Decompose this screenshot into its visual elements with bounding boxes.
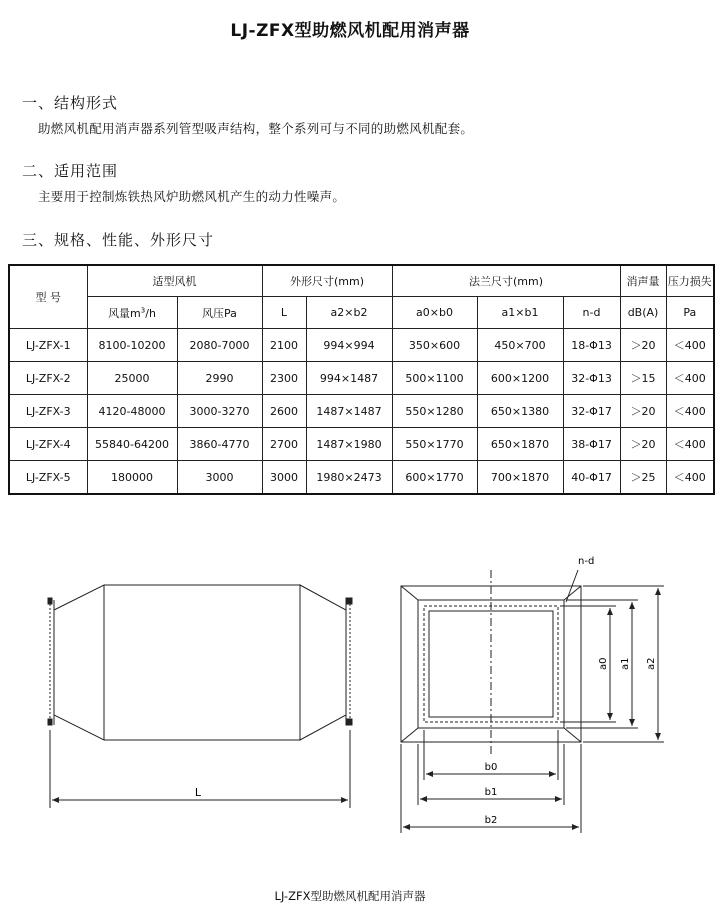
cell-nd: 40-Φ17 xyxy=(563,461,620,495)
section-heading-structure: 一、结构形式 xyxy=(22,94,119,112)
cell-a0b0: 550×1280 xyxy=(392,395,477,428)
cell-loss: ＜400 xyxy=(666,395,714,428)
cell-a2b2: 1487×1980 xyxy=(306,428,392,461)
subheader-a1b1: a1×b1 xyxy=(477,297,563,329)
cell-a2b2: 1980×2473 xyxy=(306,461,392,495)
cell-flow: 25000 xyxy=(87,362,177,395)
dimension-a0-label: a0 xyxy=(598,657,609,670)
cell-flow: 180000 xyxy=(87,461,177,495)
table-row xyxy=(9,461,714,495)
technical-drawing xyxy=(0,530,700,880)
cell-a0b0: 350×600 xyxy=(392,329,477,362)
cell-nd: 38-Φ17 xyxy=(563,428,620,461)
cell-noise: ＞25 xyxy=(620,461,666,495)
cell-a2b2: 1487×1487 xyxy=(306,395,392,428)
cell-a2b2: 994×1487 xyxy=(306,362,392,395)
subheader-a2b2: a2×b2 xyxy=(306,297,392,329)
table-row xyxy=(9,329,714,362)
subheader-nd: n-d xyxy=(563,297,620,329)
cell-model: LJ-ZFX-5 xyxy=(9,461,87,495)
section-text-structure: 助燃风机配用消声器系列管型吸声结构，整个系列可与不同的助燃风机配套。 xyxy=(38,121,474,136)
cell-pressure: 2080-7000 xyxy=(177,329,262,362)
subheader-fan-pressure: 风压Pa xyxy=(177,297,262,329)
cell-pressure: 3860-4770 xyxy=(177,428,262,461)
cell-a1b1: 600×1200 xyxy=(477,362,563,395)
subheader-pa: Pa xyxy=(666,297,714,329)
cell-pressure: 2990 xyxy=(177,362,262,395)
section-heading-application: 二、适用范围 xyxy=(22,162,119,180)
cell-model: LJ-ZFX-1 xyxy=(9,329,87,362)
dimension-a1-label: a1 xyxy=(620,657,631,670)
cell-loss: ＜400 xyxy=(666,461,714,495)
subheader-L: L xyxy=(262,297,306,329)
cell-a1b1: 700×1870 xyxy=(477,461,563,495)
cell-a0b0: 500×1100 xyxy=(392,362,477,395)
subheader-dba: dB(A) xyxy=(620,297,666,329)
cell-flow: 4120-48000 xyxy=(87,395,177,428)
cell-pressure: 3000 xyxy=(177,461,262,495)
dimension-a2-label: a2 xyxy=(646,657,657,670)
dimension-b1-label: b1 xyxy=(484,787,498,798)
table-row xyxy=(9,428,714,461)
cell-a1b1: 650×1380 xyxy=(477,395,563,428)
header-flange-size: 法兰尺寸(mm) xyxy=(392,265,620,297)
cell-loss: ＜400 xyxy=(666,362,714,395)
table-row xyxy=(9,395,714,428)
figure-caption: LJ-ZFX型助燃风机配用消声器 xyxy=(274,889,426,903)
cell-pressure: 3000-3270 xyxy=(177,395,262,428)
cell-L: 2100 xyxy=(262,329,306,362)
header-fan: 适型风机 xyxy=(87,265,262,297)
cell-flow: 55840-64200 xyxy=(87,428,177,461)
cell-nd: 32-Φ17 xyxy=(563,395,620,428)
cell-a2b2: 994×994 xyxy=(306,329,392,362)
cell-a1b1: 450×700 xyxy=(477,329,563,362)
dimension-b2-label: b2 xyxy=(484,815,498,826)
flow-unit-prefix: 风量m xyxy=(108,306,141,320)
flow-unit-sup: 3 xyxy=(140,305,146,314)
section-heading-specs: 三、规格、性能、外形尺寸 xyxy=(22,231,215,249)
cell-model: LJ-ZFX-2 xyxy=(9,362,87,395)
page-title: LJ-ZFX型助燃风机配用消声器 xyxy=(230,21,470,41)
cell-L: 2700 xyxy=(262,428,306,461)
cell-a0b0: 550×1770 xyxy=(392,428,477,461)
dimension-nd-label: n-d xyxy=(578,556,595,567)
cell-model: LJ-ZFX-4 xyxy=(9,428,87,461)
cell-L: 2600 xyxy=(262,395,306,428)
cell-flow: 8100-10200 xyxy=(87,329,177,362)
cell-noise: ＞20 xyxy=(620,395,666,428)
dimension-b0-label: b0 xyxy=(484,762,498,773)
dimension-L-label: L xyxy=(194,786,202,799)
flow-unit-suffix: /h xyxy=(145,306,156,320)
cell-loss: ＜400 xyxy=(666,329,714,362)
header-model: 型 号 xyxy=(9,265,87,329)
section-text-application: 主要用于控制炼铁热风炉助燃风机产生的动力性噪声。 xyxy=(38,189,346,204)
cell-loss: ＜400 xyxy=(666,428,714,461)
cell-a0b0: 600×1770 xyxy=(392,461,477,495)
cell-L: 2300 xyxy=(262,362,306,395)
header-pressure-loss: 压力损失 xyxy=(666,265,714,297)
cell-noise: ＞20 xyxy=(620,428,666,461)
header-outer-size: 外形尺寸(mm) xyxy=(262,265,392,297)
table-header-row xyxy=(9,265,714,297)
side-view xyxy=(48,585,352,808)
header-noise-reduction: 消声量 xyxy=(620,265,666,297)
cell-L: 3000 xyxy=(262,461,306,495)
front-view xyxy=(401,570,664,833)
cell-noise: ＞20 xyxy=(620,329,666,362)
cell-nd: 18-Φ13 xyxy=(563,329,620,362)
table-subheader-row xyxy=(9,297,714,329)
cell-model: LJ-ZFX-3 xyxy=(9,395,87,428)
spec-table xyxy=(8,264,715,495)
cell-nd: 32-Φ13 xyxy=(563,362,620,395)
subheader-a0b0: a0×b0 xyxy=(392,297,477,329)
cell-noise: ＞15 xyxy=(620,362,666,395)
cell-a1b1: 650×1870 xyxy=(477,428,563,461)
subheader-flow xyxy=(87,297,177,329)
table-row xyxy=(9,362,714,395)
